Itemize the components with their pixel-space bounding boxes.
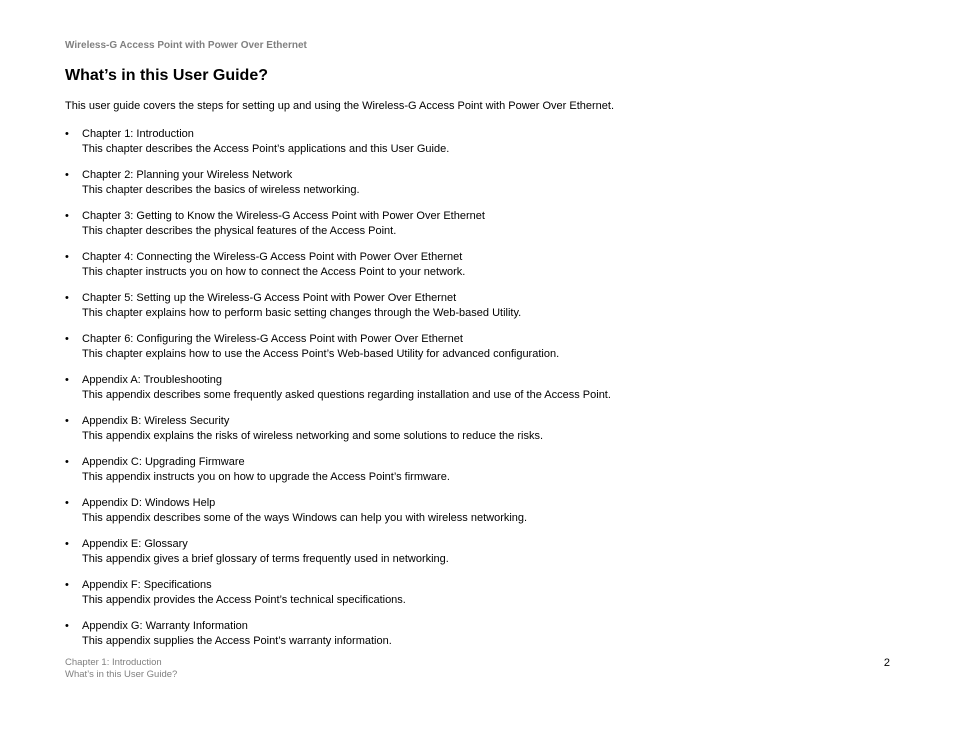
page-number: 2 (883, 657, 890, 669)
list-item (65, 291, 885, 332)
bullet-icon: • (65, 456, 69, 468)
bullet-icon: • (65, 292, 69, 304)
contents-list (65, 127, 885, 660)
item-description: This appendix instructs you on how to upgrade the Access Point’s firmware. (82, 471, 450, 483)
bullet-icon: • (65, 538, 69, 550)
item-title: Chapter 5: Setting up the Wireless-G Access Point with Power Over Ethernet (82, 292, 457, 304)
item-description: This chapter instructs you on how to connect the Access Point to your network. (82, 266, 466, 278)
item-description: This appendix describes some frequently asked questions regarding installation and use of the Access Point. (82, 389, 611, 401)
list-item (65, 209, 885, 250)
list-item (65, 619, 885, 660)
item-title: Appendix B: Wireless Security (82, 415, 230, 427)
item-description: This chapter explains how to perform basic setting changes through the Web-based Utility. (82, 307, 522, 319)
item-description: This chapter describes the basics of wireless networking. (82, 184, 360, 196)
item-title: Appendix D: Windows Help (82, 497, 216, 509)
list-item (65, 414, 885, 455)
list-item (65, 168, 885, 209)
bullet-icon: • (65, 620, 69, 632)
item-title: Chapter 1: Introduction (82, 128, 194, 140)
item-title: Appendix C: Upgrading Firmware (82, 456, 245, 468)
item-description: This chapter explains how to use the Access Point’s Web-based Utility for advanced configuration. (82, 348, 560, 360)
list-item (65, 537, 885, 578)
list-item (65, 373, 885, 414)
item-title: Appendix G: Warranty Information (82, 620, 248, 632)
list-item (65, 578, 885, 619)
list-item (65, 455, 885, 496)
intro-paragraph: This user guide covers the steps for setting up and using the Wireless-G Access Point with Power Over Ethernet. (65, 100, 615, 112)
footer-chapter: Chapter 1: Introduction (65, 657, 162, 668)
bullet-icon: • (65, 169, 69, 181)
item-title: Chapter 6: Configuring the Wireless-G Access Point with Power Over Ethernet (82, 333, 463, 345)
page-footer (65, 657, 177, 681)
item-title: Appendix A: Troubleshooting (82, 374, 223, 386)
item-title: Chapter 4: Connecting the Wireless-G Access Point with Power Over Ethernet (82, 251, 463, 263)
bullet-icon: • (65, 374, 69, 386)
item-title: Appendix E: Glossary (82, 538, 188, 550)
item-description: This appendix provides the Access Point’s technical specifications. (82, 594, 406, 606)
list-item (65, 250, 885, 291)
item-description: This appendix gives a brief glossary of terms frequently used in networking. (82, 553, 449, 565)
item-title: Chapter 2: Planning your Wireless Network (82, 169, 293, 181)
bullet-icon: • (65, 579, 69, 591)
item-description: This appendix supplies the Access Point’s warranty information. (82, 635, 392, 647)
bullet-icon: • (65, 415, 69, 427)
item-description: This chapter describes the Access Point’s applications and this User Guide. (82, 143, 450, 155)
bullet-icon: • (65, 128, 69, 140)
item-description: This appendix describes some of the ways Windows can help you with wireless networking. (82, 512, 528, 524)
bullet-icon: • (65, 251, 69, 263)
item-title: Appendix F: Specifications (82, 579, 212, 591)
item-description: This chapter describes the physical features of the Access Point. (82, 225, 397, 237)
list-item (65, 332, 885, 373)
list-item (65, 496, 885, 537)
list-item (65, 127, 885, 168)
running-header: Wireless-G Access Point with Power Over Ethernet (65, 40, 307, 51)
footer-section: What’s in this User Guide? (65, 669, 178, 680)
page-title: What’s in this User Guide? (65, 67, 268, 84)
item-title: Chapter 3: Getting to Know the Wireless-G Access Point with Power Over Ethernet (82, 210, 485, 222)
bullet-icon: • (65, 497, 69, 509)
bullet-icon: • (65, 210, 69, 222)
item-description: This appendix explains the risks of wireless networking and some solutions to reduce the risks. (82, 430, 544, 442)
bullet-icon: • (65, 333, 69, 345)
